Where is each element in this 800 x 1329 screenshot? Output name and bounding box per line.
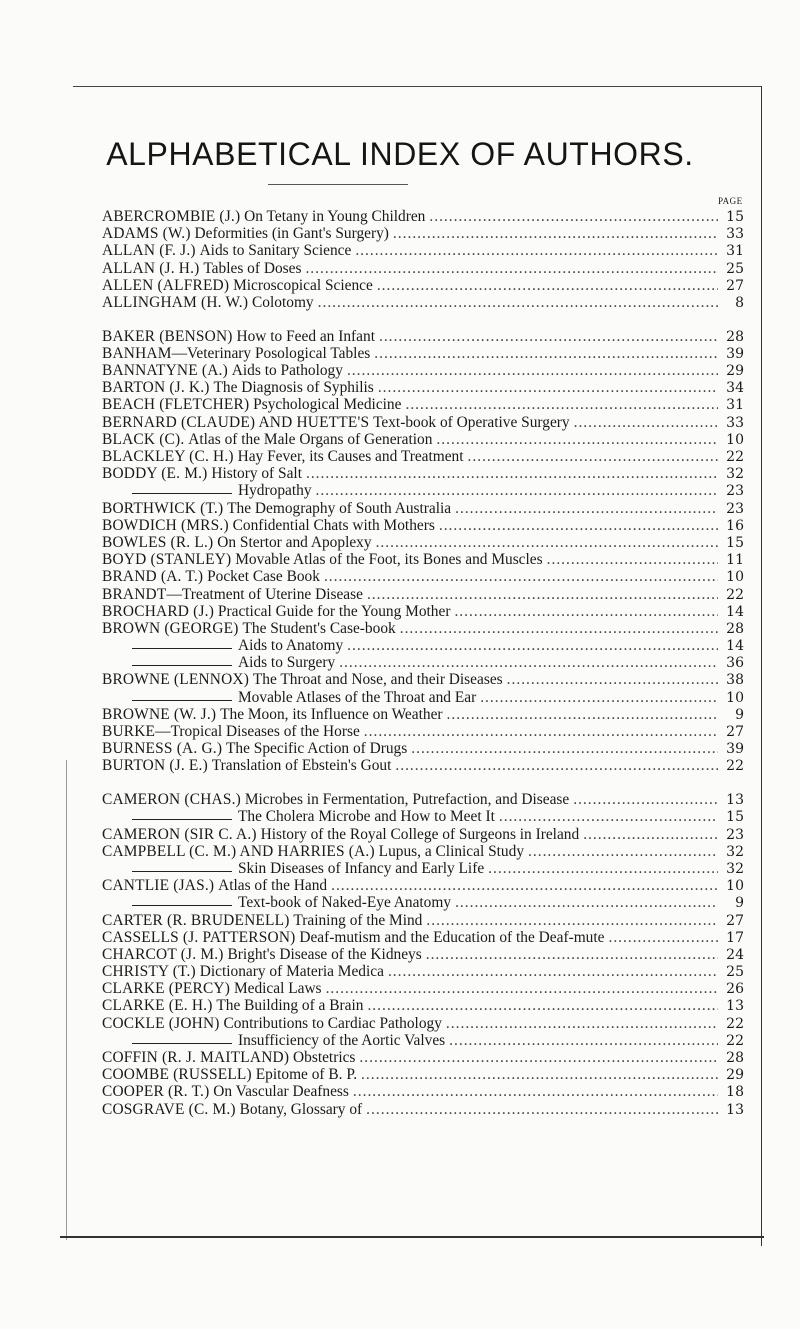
entry-title: Lupus, a Clinical Study xyxy=(378,842,525,860)
dot-leader xyxy=(366,1101,718,1118)
entry-page-number: 22 xyxy=(726,586,744,603)
index-entry xyxy=(102,826,744,843)
index-entry xyxy=(102,654,744,671)
entry-page-number: 15 xyxy=(726,809,744,826)
entry-page-number: 22 xyxy=(726,1015,744,1032)
entry-title: Epitome of B. P. xyxy=(255,1066,358,1084)
entry-title: Aids to Pathology xyxy=(231,362,343,380)
index-entry xyxy=(102,671,744,688)
entry-page-number: 28 xyxy=(726,620,744,637)
index-entry xyxy=(102,1066,744,1083)
dot-leader xyxy=(411,740,718,757)
index-entry xyxy=(102,1101,744,1118)
entry-title: Movable Atlas of the Foot, its Bones and Muscles xyxy=(235,551,543,569)
entry-author: BLACKLEY (C. H.) xyxy=(102,448,234,466)
entry-author: COFFIN (R. J. MAITLAND) xyxy=(102,1049,290,1066)
entry-page-number: 22 xyxy=(726,758,744,775)
page-border-left xyxy=(66,760,67,1240)
ditto-dash xyxy=(132,665,232,666)
index-entry xyxy=(102,689,744,706)
entry-author: BRANDT xyxy=(102,585,167,603)
dot-leader xyxy=(426,912,718,929)
entry-page-number: 33 xyxy=(726,226,744,243)
entry-author: BROWNE (LENNOX) xyxy=(102,671,250,689)
dot-leader xyxy=(306,465,718,482)
entry-title: The Building of a Brain xyxy=(216,997,364,1015)
entry-author: BROWNE (W. J.) xyxy=(102,705,217,723)
entry-page-number: 10 xyxy=(726,569,744,586)
entry-author: BODDY (E. M.) xyxy=(102,465,208,483)
index-entry xyxy=(102,448,744,465)
entry-page-number: 23 xyxy=(726,500,744,517)
index-entry xyxy=(102,620,744,637)
index-entry xyxy=(102,586,744,603)
dot-leader xyxy=(324,568,718,585)
index-entry xyxy=(102,980,744,997)
entry-author: ALLINGHAM (H. W.) xyxy=(102,293,249,311)
dot-leader xyxy=(388,963,718,980)
dot-leader xyxy=(367,997,718,1014)
entry-title: Psychological Medicine xyxy=(253,396,402,414)
entry-title: The Moon, its Influence on Weather xyxy=(220,705,443,723)
dot-leader xyxy=(359,1049,718,1066)
index-entry xyxy=(102,328,744,345)
entry-page-number: 22 xyxy=(726,1032,744,1049)
dot-leader xyxy=(573,791,718,808)
index-entry xyxy=(102,260,744,277)
entry-title: Aids to Surgery xyxy=(238,654,336,672)
entry-author: CAMERON (SIR C. A.) xyxy=(102,825,257,843)
dot-leader xyxy=(454,603,718,620)
index-entry xyxy=(102,877,744,894)
entry-page-number: 28 xyxy=(726,1050,744,1066)
entry-author: CAMPBELL (C. M.) AND HARRIES (A.) xyxy=(102,842,375,860)
entry-author: BAKER (BENSON) xyxy=(102,327,233,345)
index-entry xyxy=(102,208,744,225)
entry-page-number: 38 xyxy=(726,672,744,689)
entry-title: Deformities (in Gant's Surgery) xyxy=(194,225,389,243)
dot-leader xyxy=(429,208,718,225)
entry-title: Pocket Case Book xyxy=(207,568,320,586)
dot-leader xyxy=(395,757,718,774)
index-entry xyxy=(102,723,744,740)
entry-author: BROCHARD (J.) xyxy=(102,602,215,620)
index-entry xyxy=(102,379,744,396)
entry-title: Contributions to Cardiac Pathology xyxy=(223,1014,442,1032)
dot-leader xyxy=(574,414,718,431)
index-entry xyxy=(102,1015,744,1032)
entry-author: COOMBE (RUSSELL) xyxy=(102,1066,252,1084)
index-entry xyxy=(102,534,744,551)
index-entry xyxy=(102,860,744,877)
entry-title: Training of the Mind xyxy=(293,911,423,929)
title-rule xyxy=(268,184,408,185)
index-entry xyxy=(102,294,744,311)
entry-author: CAMERON (CHAS.) xyxy=(102,791,241,809)
entry-author: CANTLIE (JAS.) xyxy=(102,877,215,895)
ditto-dash xyxy=(132,700,232,701)
entry-page-number: 17 xyxy=(726,929,744,946)
entry-page-number: 14 xyxy=(726,603,744,620)
entry-author: CLARKE (PERCY) xyxy=(102,980,231,998)
entry-page-number: 32 xyxy=(726,860,744,877)
dot-leader xyxy=(347,637,718,654)
entry-title: Botany, Glossary of xyxy=(239,1100,363,1118)
dot-leader xyxy=(331,877,718,894)
dot-leader xyxy=(316,482,718,499)
index-entry xyxy=(102,1032,744,1049)
index-entry xyxy=(102,706,744,723)
dot-leader xyxy=(355,242,718,259)
entry-page-number: 39 xyxy=(726,741,744,758)
page-border-bottom xyxy=(60,1236,764,1238)
entry-title: Microscopical Science xyxy=(233,276,373,294)
entry-author: BURTON (J. E.) xyxy=(102,757,208,775)
entry-title: Bright's Disease of the Kidneys xyxy=(227,945,422,963)
entry-page-number: 10 xyxy=(726,878,744,895)
ditto-dash xyxy=(132,1043,232,1044)
entry-page-number: 10 xyxy=(726,431,744,448)
entry-page-number: 13 xyxy=(726,1101,744,1118)
entry-author: CHRISTY (T.) xyxy=(102,963,196,981)
entry-title: Hay Fever, its Causes and Treatment xyxy=(237,448,464,466)
entry-page-number: 36 xyxy=(726,655,744,672)
index-entry xyxy=(102,225,744,242)
entry-author: BANHAM xyxy=(102,344,172,362)
dot-leader xyxy=(447,706,718,723)
entry-page-number: 10 xyxy=(726,689,744,706)
entry-page-number: 26 xyxy=(726,981,744,998)
dot-leader xyxy=(379,328,718,345)
dot-leader xyxy=(377,277,718,294)
entry-title: On Stertor and Apoplexy xyxy=(217,533,372,551)
entry-title: Colotomy xyxy=(252,293,314,311)
index-entry xyxy=(102,414,744,431)
dot-leader xyxy=(393,225,718,242)
ditto-dash xyxy=(132,905,232,906)
dot-leader xyxy=(499,808,718,825)
entry-page-number: 15 xyxy=(726,209,744,225)
index-entry xyxy=(102,431,744,448)
entry-author: CARTER (R. BRUDENELL) xyxy=(102,911,290,929)
index-entry xyxy=(102,894,744,911)
author-index xyxy=(102,208,744,1118)
dot-leader xyxy=(318,294,718,311)
index-entry xyxy=(102,1083,744,1100)
entry-page-number: 14 xyxy=(726,638,744,655)
ditto-dash xyxy=(132,871,232,872)
entry-title: Translation of Ebstein's Gout xyxy=(211,757,392,775)
entry-title: Insufficiency of the Aortic Valves xyxy=(238,1031,446,1049)
entry-page-number: 9 xyxy=(735,706,744,723)
entry-author: COSGRAVE (C. M.) xyxy=(102,1100,236,1118)
entry-title: Practical Guide for the Young Mother xyxy=(217,602,451,620)
dot-leader xyxy=(455,894,718,911)
entry-page-number: 34 xyxy=(726,380,744,397)
entry-title: Atlas of the Hand xyxy=(218,877,328,895)
dot-leader xyxy=(480,689,718,706)
entry-title: —Treatment of Uterine Disease xyxy=(166,585,363,603)
dot-leader xyxy=(364,723,718,740)
entry-author: ALLEN (ALFRED) xyxy=(102,276,230,294)
index-entry xyxy=(102,551,744,568)
entry-page-number: 25 xyxy=(726,260,744,277)
dot-leader xyxy=(446,1015,718,1032)
dot-leader xyxy=(426,946,718,963)
entry-author: ALLAN (F. J.) xyxy=(102,242,196,260)
dot-leader xyxy=(378,379,718,396)
index-entry xyxy=(102,345,744,362)
dot-leader xyxy=(305,260,718,277)
dot-leader xyxy=(436,431,718,448)
dot-leader xyxy=(449,1032,718,1049)
index-entry xyxy=(102,603,744,620)
entry-author: COOPER (R. T.) xyxy=(102,1083,210,1101)
entry-title: On Vascular Deafness xyxy=(213,1083,349,1101)
entry-page-number: 29 xyxy=(726,1067,744,1084)
dot-leader xyxy=(376,534,718,551)
entry-title: The Demography of South Australia xyxy=(227,499,452,517)
index-entry xyxy=(102,929,744,946)
entry-author: BOYD (STANLEY) xyxy=(102,551,232,569)
entry-author: COCKLE (JOHN) xyxy=(102,1014,220,1032)
dot-leader xyxy=(439,517,718,534)
entry-title: History of the Royal College of Surgeons in Ireland xyxy=(260,825,580,843)
entry-author: BANNATYNE (A.) xyxy=(102,362,228,380)
entry-page-number: 23 xyxy=(726,826,744,843)
entry-author: BOWDICH (MRS.) xyxy=(102,516,229,534)
entry-title: Movable Atlases of the Throat and Ear xyxy=(238,688,477,706)
entry-author: ABERCROMBIE (J.) xyxy=(102,208,241,225)
entry-title: The Throat and Nose, and their Diseases xyxy=(252,671,503,689)
entry-author: BRAND (A. T.) xyxy=(102,568,204,586)
entry-page-number: 27 xyxy=(726,724,744,741)
page-column-label: PAGE xyxy=(718,196,743,206)
index-entry xyxy=(102,362,744,379)
entry-title: Tables of Doses xyxy=(203,259,302,277)
entry-title: Aids to Anatomy xyxy=(238,637,344,655)
index-entry xyxy=(102,396,744,413)
index-entry xyxy=(102,912,744,929)
entry-page-number: 25 xyxy=(726,964,744,981)
page-border-top xyxy=(73,86,761,87)
entry-page-number: 32 xyxy=(726,843,744,860)
entry-page-number: 13 xyxy=(726,998,744,1015)
dot-leader xyxy=(326,980,718,997)
entry-author: BURNESS (A. G.) xyxy=(102,740,223,758)
entry-title: Medical Laws xyxy=(233,980,322,998)
entry-title: Aids to Sanitary Science xyxy=(199,242,352,260)
entry-author: BOWLES (R. L.) xyxy=(102,533,214,551)
entry-page-number: 16 xyxy=(726,517,744,534)
ditto-dash xyxy=(132,493,232,494)
index-entry xyxy=(102,757,744,774)
entry-title: Atlas of the Male Organs of Generation xyxy=(188,430,433,448)
dot-leader xyxy=(353,1083,718,1100)
entry-page-number: 39 xyxy=(726,345,744,362)
entry-title: —Veterinary Posological Tables xyxy=(171,344,371,362)
index-entry xyxy=(102,465,744,482)
entry-page-number: 8 xyxy=(735,294,744,311)
index-entry xyxy=(102,963,744,980)
dot-leader xyxy=(361,1066,718,1083)
entry-author: ADAMS (W.) xyxy=(102,225,191,243)
entry-page-number: 31 xyxy=(726,243,744,260)
entry-page-number: 18 xyxy=(726,1084,744,1101)
entry-page-number: 24 xyxy=(726,946,744,963)
index-entry xyxy=(102,500,744,517)
page-border-right xyxy=(761,86,762,1246)
entry-page-number: 15 xyxy=(726,534,744,551)
entry-author: BEACH (FLETCHER) xyxy=(102,396,250,414)
dot-leader xyxy=(468,448,718,465)
index-entry xyxy=(102,946,744,963)
entry-page-number: 27 xyxy=(726,277,744,294)
entry-title: Skin Diseases of Infancy and Early Life xyxy=(238,859,485,877)
entry-page-number: 11 xyxy=(726,552,744,569)
entry-page-number: 9 xyxy=(735,895,744,912)
entry-author: BURKE xyxy=(102,723,156,741)
entry-title: Deaf-mutism and the Education of the Deaf-mute xyxy=(299,928,605,946)
group-spacer xyxy=(102,311,744,328)
entry-title: On Tetany in Young Children xyxy=(244,208,426,225)
index-entry xyxy=(102,740,744,757)
dot-leader xyxy=(583,826,718,843)
entry-page-number: 32 xyxy=(726,466,744,483)
page-title: ALPHABETICAL INDEX OF AUTHORS. xyxy=(106,136,694,172)
dot-leader xyxy=(405,396,718,413)
dot-leader xyxy=(608,929,718,946)
entry-title: Confidential Chats with Mothers xyxy=(232,516,435,534)
entry-title: Text-book of Operative Surgery xyxy=(373,413,570,431)
dot-leader xyxy=(367,586,718,603)
dot-leader xyxy=(374,345,718,362)
index-entry xyxy=(102,637,744,654)
entry-title: The Diagnosis of Syphilis xyxy=(213,379,374,397)
entry-author: ALLAN (J. H.) xyxy=(102,259,200,277)
entry-title: History of Salt xyxy=(211,465,302,483)
entry-page-number: 23 xyxy=(726,483,744,500)
entry-author: BERNARD (CLAUDE) AND HUETTE'S xyxy=(102,413,370,431)
ditto-dash xyxy=(132,648,232,649)
entry-page-number: 31 xyxy=(726,397,744,414)
index-entry xyxy=(102,242,744,259)
dot-leader xyxy=(455,500,718,517)
dot-leader xyxy=(507,671,718,688)
entry-title: Microbes in Fermentation, Putrefaction, and Disease xyxy=(244,791,570,809)
entry-title: Hydropathy xyxy=(238,482,312,500)
dot-leader xyxy=(547,551,718,568)
entry-title: The Cholera Microbe and How to Meet It xyxy=(238,808,495,826)
index-entry xyxy=(102,568,744,585)
entry-title: Obstetrics xyxy=(293,1049,356,1066)
entry-author: BROWN (GEORGE) xyxy=(102,619,239,637)
dot-leader xyxy=(488,860,718,877)
entry-page-number: 27 xyxy=(726,912,744,929)
dot-leader xyxy=(528,843,718,860)
index-entry xyxy=(102,1049,744,1066)
index-entry xyxy=(102,843,744,860)
entry-page-number: 28 xyxy=(726,328,744,345)
entry-page-number: 22 xyxy=(726,449,744,466)
index-entry xyxy=(102,517,744,534)
dot-leader xyxy=(400,620,718,637)
entry-title: The Specific Action of Drugs xyxy=(226,740,408,758)
index-entry xyxy=(102,482,744,499)
entry-author: CHARCOT (J. M.) xyxy=(102,945,224,963)
entry-title: Text-book of Naked-Eye Anatomy xyxy=(238,894,452,912)
dot-leader xyxy=(347,362,718,379)
entry-author: BORTHWICK (T.) xyxy=(102,499,224,517)
entry-title: The Student's Case-book xyxy=(242,619,396,637)
entry-page-number: 29 xyxy=(726,363,744,380)
ditto-dash xyxy=(132,819,232,820)
entry-author: CLARKE (E. H.) xyxy=(102,997,213,1015)
entry-author: BLACK (C). xyxy=(102,430,185,448)
entry-page-number: 13 xyxy=(726,792,744,809)
index-entry xyxy=(102,997,744,1014)
group-spacer xyxy=(102,775,744,792)
entry-page-number: 33 xyxy=(726,414,744,431)
entry-title: —Tropical Diseases of the Horse xyxy=(155,723,360,741)
entry-title: Dictionary of Materia Medica xyxy=(199,963,384,981)
entry-author: CASSELLS (J. PATTERSON) xyxy=(102,928,296,946)
index-entry xyxy=(102,277,744,294)
dot-leader xyxy=(339,654,718,671)
index-entry xyxy=(102,791,744,808)
entry-title: How to Feed an Infant xyxy=(236,327,375,345)
index-entry xyxy=(102,808,744,825)
entry-author: BARTON (J. K.) xyxy=(102,379,210,397)
